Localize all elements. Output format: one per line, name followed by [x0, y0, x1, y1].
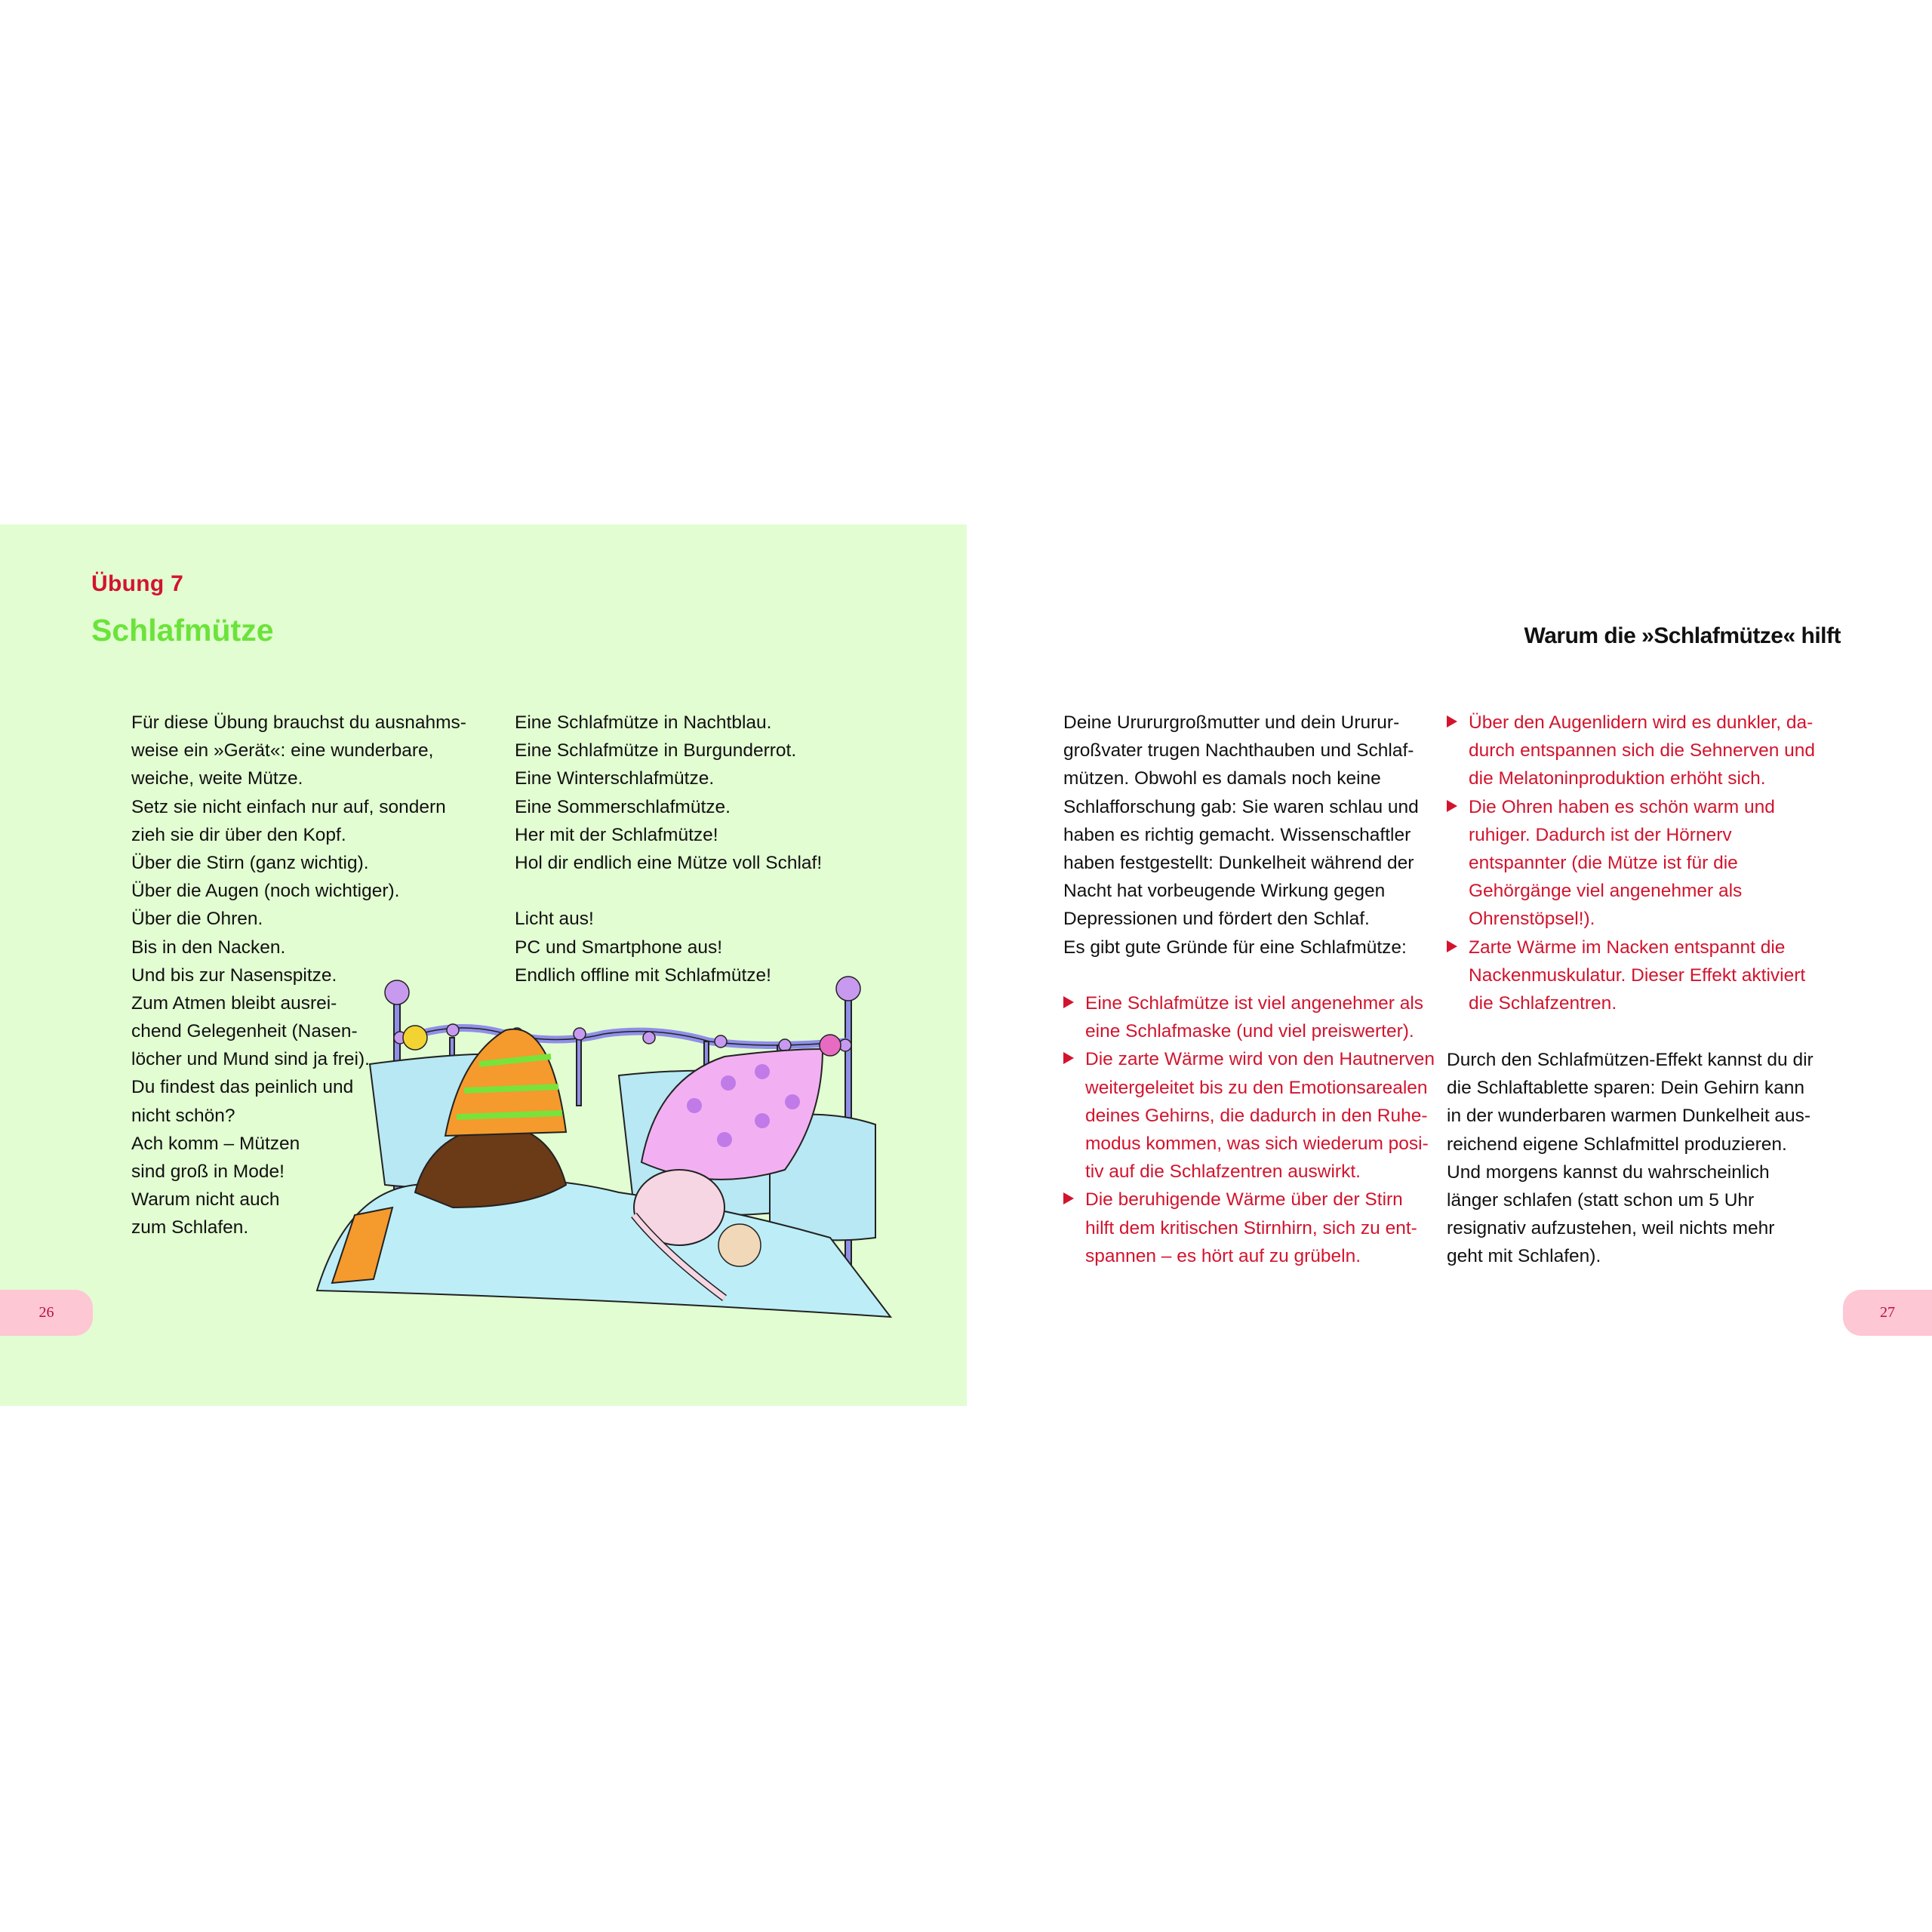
text-line: mützen. Obwohl es damals noch keine: [1063, 768, 1381, 789]
text-line: Und morgens kannst du wahrscheinlich: [1447, 1161, 1770, 1183]
text-line: Endlich offline mit Schlafmütze!: [515, 964, 771, 986]
text-line: die Schlafzentren.: [1469, 992, 1617, 1014]
text-line: Es gibt gute Gründe für eine Schlafmütze:: [1063, 937, 1407, 958]
text-line: haben es richtig gemacht. Wissenschaftler: [1063, 824, 1411, 845]
list-item: [1063, 1045, 1435, 1186]
text-line: löcher und Mund sind ja frei).: [131, 1049, 370, 1070]
text-line: Hol dir endlich eine Mütze voll Schlaf!: [515, 852, 823, 873]
text-line: großvater trugen Nachthauben und Schlaf-: [1063, 740, 1414, 761]
text-line: chend Gelegenheit (Nasen-: [131, 1021, 358, 1042]
page-number-right: 27: [1843, 1290, 1932, 1336]
text-line: durch entspannen sich die Sehnerven und: [1469, 740, 1816, 761]
text-line: Die Ohren haben es schön warm und: [1469, 796, 1775, 817]
list-item: [1447, 793, 1815, 934]
text-line: zum Schlafen.: [131, 1217, 249, 1238]
text-line: Ohrenstöpsel!).: [1469, 909, 1595, 930]
text-line: Bis in den Nacken.: [131, 937, 286, 958]
list-item: [1447, 934, 1815, 1018]
text-line: Licht aus!: [515, 909, 594, 930]
text-line: weiche, weite Mütze.: [131, 768, 303, 789]
text-line: modus kommen, was sich wiederum posi-: [1085, 1133, 1429, 1154]
text-line: Über die Augen (noch wichtiger).: [131, 881, 400, 902]
text-line: Du findest das peinlich und: [131, 1077, 354, 1098]
bullet-arrow-icon: [1447, 800, 1457, 812]
text-line: sind groß in Mode!: [131, 1161, 285, 1182]
text-line: tiv auf die Schlafzentren auswirkt.: [1085, 1161, 1361, 1183]
text-line: nicht schön?: [131, 1105, 235, 1126]
text-line: haben festgestellt: Dunkelheit während der: [1063, 852, 1414, 873]
text-line: eine Schlafmaske (und viel preiswerter).: [1085, 1021, 1414, 1042]
text-line: Ach komm – Mützen: [131, 1133, 300, 1154]
flower-finials: [385, 977, 860, 1051]
list-item: [1447, 709, 1815, 793]
text-line: Gehörgänge viel angenehmer als: [1469, 881, 1743, 902]
text-line: zieh sie dir über den Kopf.: [131, 824, 346, 845]
text-line: PC und Smartphone aus!: [515, 937, 723, 958]
text-line: die Melatoninproduktion erhöht sich.: [1469, 768, 1766, 789]
yellow-pompom: [403, 1026, 427, 1050]
text-line: Die zarte Wärme wird von den Hautnerven: [1085, 1049, 1435, 1070]
text-line: deines Gehirns, die dadurch in den Ruhe-: [1085, 1105, 1428, 1126]
text-line: in der wunderbaren warmen Dunkelheit aus-: [1447, 1106, 1811, 1127]
benefits-list-left: [1063, 989, 1435, 1270]
bullet-arrow-icon: [1063, 1192, 1074, 1204]
text-line: Eine Schlafmütze in Burgunderrot.: [515, 740, 797, 761]
text-line: Über den Augenlidern wird es dunkler, da-: [1469, 712, 1814, 733]
text-line: Eine Schlafmütze ist viel angenehmer als: [1085, 993, 1424, 1014]
text-line: [515, 877, 822, 905]
text-line: Eine Schlafmütze in Nachtblau.: [515, 712, 772, 733]
poem-text: [515, 709, 822, 989]
pink-pompom: [820, 1035, 841, 1056]
page-number-left: 26: [0, 1290, 93, 1336]
text-line: geht mit Schlafen).: [1447, 1246, 1601, 1267]
text-line: ruhiger. Dadurch ist der Hörnerv: [1469, 824, 1732, 845]
text-line: Zarte Wärme im Nacken entspannt die: [1469, 937, 1786, 958]
text-line: Eine Sommerschlafmütze.: [515, 796, 731, 817]
exercise-title: Schlafmütze: [91, 613, 274, 648]
text-line: Nacht hat vorbeugende Wirkung gegen: [1063, 881, 1386, 902]
bullet-arrow-icon: [1447, 715, 1457, 728]
sleepers-illustration: [302, 966, 921, 1321]
text-line: Die beruhigende Wärme über der Stirn: [1085, 1189, 1403, 1211]
text-line: Schlafforschung gab: Sie waren schlau und: [1063, 796, 1419, 817]
exercise-label: Übung 7: [91, 571, 184, 596]
text-line: Über die Stirn (ganz wichtig).: [131, 852, 369, 873]
blonde-hair: [718, 1224, 761, 1266]
text-line: Depressionen und fördert den Schlaf.: [1063, 909, 1370, 930]
text-line: Deine Urururgroßmutter und dein Ururur-: [1063, 712, 1400, 733]
bullet-arrow-icon: [1063, 1052, 1074, 1064]
text-line: hilft dem kritischen Stirnhirn, sich zu ent-: [1085, 1217, 1417, 1238]
text-line: Über die Ohren.: [131, 909, 263, 930]
text-line: Für diese Übung brauchst du ausnahms-: [131, 712, 466, 733]
text-line: weitergeleitet bis zu den Emotionsarealen: [1085, 1077, 1428, 1098]
bullet-arrow-icon: [1063, 996, 1074, 1008]
text-line: entspannter (die Mütze ist für die: [1469, 852, 1738, 873]
conclusion-text: [1447, 1046, 1814, 1271]
text-line: weise ein »Gerät«: eine wunderbare,: [131, 740, 434, 761]
text-line: Durch den Schlafmützen-Effekt kannst du dir: [1447, 1050, 1814, 1070]
text-line: Setz sie nicht einfach nur auf, sondern: [131, 796, 446, 817]
text-line: Her mit der Schlafmütze!: [515, 824, 718, 845]
text-line: reichend eigene Schlafmittel produzieren.: [1447, 1134, 1787, 1155]
list-item: [1063, 1186, 1435, 1270]
text-line: Nackenmuskulatur. Dieser Effekt aktiviert: [1469, 964, 1806, 986]
text-line: Zum Atmen bleibt ausrei-: [131, 992, 337, 1014]
intro-text: [1063, 709, 1419, 961]
text-line: Und bis zur Nasenspitze.: [131, 964, 337, 986]
section-title: Warum die »Schlafmütze« hilft: [1524, 623, 1841, 648]
text-line: die Schlaftablette sparen: Dein Gehirn kann: [1447, 1078, 1804, 1099]
text-line: Eine Winterschlafmütze.: [515, 768, 715, 789]
striped-nightcap: [445, 1029, 566, 1136]
bullet-arrow-icon: [1447, 940, 1457, 952]
text-line: spannen – es hört auf zu grübeln.: [1085, 1245, 1361, 1266]
list-item: [1063, 989, 1435, 1045]
text-line: resignativ aufzustehen, weil nichts mehr: [1447, 1218, 1775, 1239]
benefits-list-right: [1447, 709, 1815, 1017]
text-line: länger schlafen (statt schon um 5 Uhr: [1447, 1189, 1755, 1211]
text-line: Warum nicht auch: [131, 1189, 280, 1211]
